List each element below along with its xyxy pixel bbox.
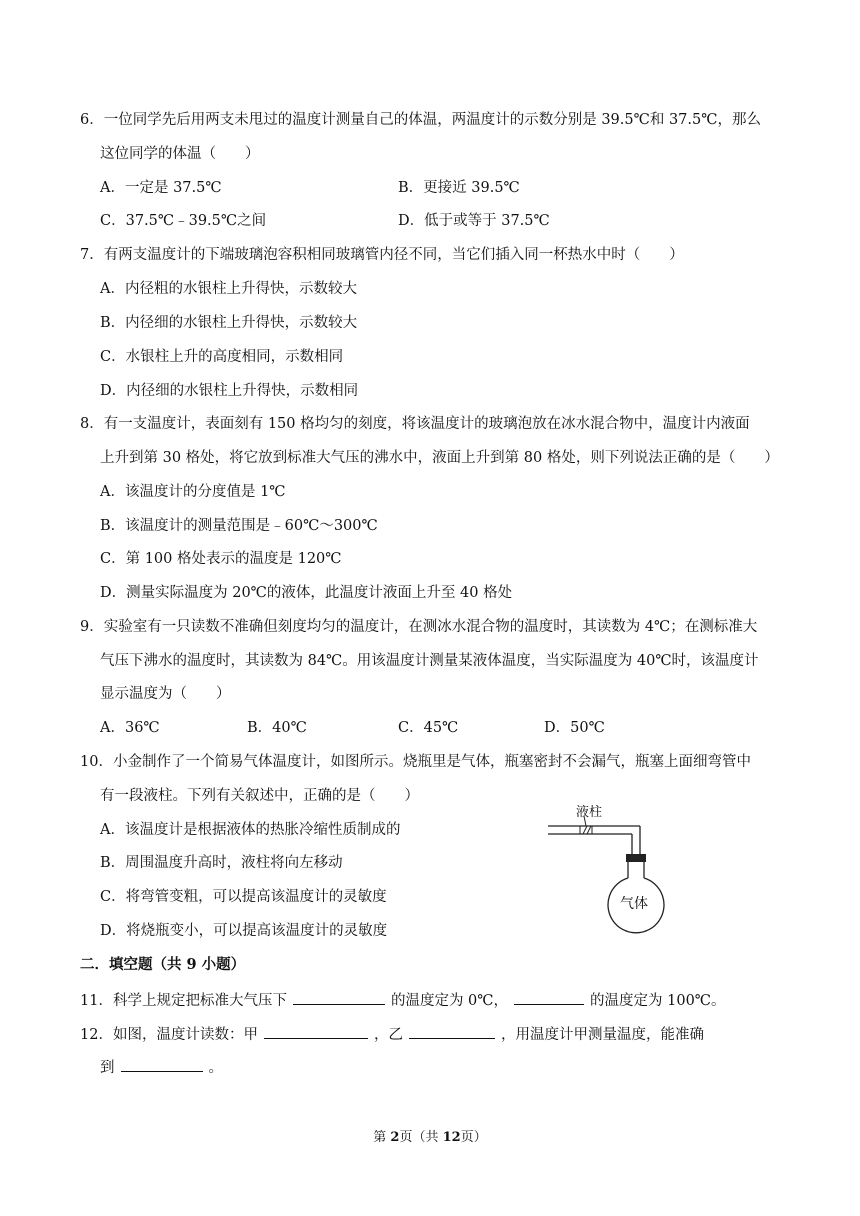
q10-stem-line1: 10．小金制作了一个简易气体温度计，如图所示。烧瓶里是气体，瓶塞密封不会漏气，瓶塞上面细弯管中	[80, 754, 751, 770]
q6-stem-line2: 这位同学的体温（ ）	[100, 146, 260, 162]
label-liquid-column: 液柱	[576, 805, 603, 820]
label-gas: 气体	[620, 896, 648, 912]
q7-stem: 7．有两支温度计的下端玻璃泡容积相同玻璃管内径不同，当它们插入同一杯热水中时（ ）	[80, 247, 684, 263]
q12-blank-1[interactable]	[264, 1023, 368, 1039]
stopper	[626, 854, 646, 862]
page-footer	[0, 1126, 860, 1145]
footer-prefix: 第	[373, 1130, 391, 1145]
footer-middle: 页（共	[399, 1130, 443, 1145]
q12-stem-line1	[80, 1023, 704, 1045]
q12-blank-3[interactable]	[121, 1056, 203, 1072]
q9-option-b: B．40℃	[247, 720, 307, 736]
liquid-column	[580, 826, 592, 834]
q11-part3: 的温度定为 100℃。	[590, 993, 726, 1009]
q8-stem-line2: 上升到第 30 格处，将它放到标准大气压的沸水中，液面上升到第 80 格处，则下列说法正确的是（ ）	[100, 450, 779, 466]
q10-stem-line2: 有一段液柱。下列有关叙述中，正确的是（ ）	[100, 788, 419, 804]
q8-option-c: C．第 100 格处表示的温度是 120℃	[100, 551, 342, 567]
q8-option-b: B．该温度计的测量范围是﹣60℃～300℃	[100, 518, 378, 534]
q9-option-a: A．36℃	[100, 720, 160, 736]
q6-option-d: D．低于或等于 37.5℃	[398, 213, 550, 229]
footer-page-number: 2	[390, 1130, 400, 1145]
q12-part1: 12．如图，温度计读数：甲	[80, 1027, 258, 1043]
q9-stem-line1: 9．实验室有一只读数不准确但刻度均匀的温度计，在测冰水混合物的温度时，其读数为 4℃；在测标准大	[80, 619, 758, 635]
q10-option-c: C．将弯管变粗，可以提高该温度计的灵敏度	[100, 889, 387, 905]
q7-option-b: B．内径细的水银柱上升得快，示数较大	[100, 315, 358, 331]
q8-option-a: A．该温度计的分度值是 1℃	[100, 484, 286, 500]
q9-option-c: C．45℃	[398, 720, 459, 736]
q8-stem-line1: 8．有一支温度计，表面刻有 150 格均匀的刻度，将该温度计的玻璃泡放在冰水混合物中，温度计内液面	[80, 416, 750, 432]
q6-option-b: B．更接近 39.5℃	[398, 180, 520, 196]
q8-option-d: D．测量实际温度为 20℃的液体，此温度计液面上升至 40 格处	[100, 585, 513, 601]
q12-part3: ，用温度计甲测量温度，能准确	[500, 1027, 704, 1043]
q9-option-d: D．50℃	[544, 720, 605, 736]
q11-part2: 的温度定为 0℃，	[390, 993, 509, 1009]
q7-option-c: C．水银柱上升的高度相同，示数相同	[100, 349, 344, 365]
q9-stem-line2: 气压下沸水的温度时，其读数为 84℃。用该温度计测量某液体温度，当实际温度为 40℃时，该温度计	[100, 653, 759, 669]
q6-option-c: C．37.5℃﹣39.5℃之间	[100, 213, 267, 229]
q12-part4: 到	[100, 1060, 115, 1076]
q7-option-a: A．内径粗的水银柱上升得快，示数较大	[100, 281, 357, 297]
q11-blank-2[interactable]	[514, 989, 584, 1005]
q12-part5: 。	[208, 1060, 223, 1076]
q6-stem-line1: 6．一位同学先后用两支未甩过的温度计测量自己的体温，两温度计的示数分别是 39.5℃和 37.5℃，那么	[80, 112, 761, 128]
footer-suffix: 页）	[460, 1130, 487, 1145]
q9-stem-line3: 显示温度为（ ）	[100, 686, 231, 702]
q11-part1: 11．科学上规定把标准大气压下	[80, 993, 287, 1009]
gas-thermometer-figure	[540, 798, 680, 938]
q10-option-b: B．周围温度升高时，液柱将向左移动	[100, 855, 343, 871]
q7-option-d: D．内径细的水银柱上升得快，示数相同	[100, 383, 359, 399]
q6-option-a: A．一定是 37.5℃	[100, 180, 222, 196]
footer-total-pages: 12	[442, 1130, 461, 1145]
q12-stem-line2	[100, 1056, 223, 1078]
q12-blank-2[interactable]	[409, 1023, 495, 1039]
section-title-fill-in: 二．填空题（共 9 小题）	[80, 956, 246, 973]
q11-stem	[80, 989, 726, 1011]
q12-part2: ，乙	[373, 1027, 403, 1043]
q10-option-a: A．该温度计是根据液体的热胀冷缩性质制成的	[100, 822, 401, 838]
q11-blank-1[interactable]	[293, 989, 385, 1005]
q10-option-d: D．将烧瓶变小，可以提高该温度计的灵敏度	[100, 923, 388, 939]
